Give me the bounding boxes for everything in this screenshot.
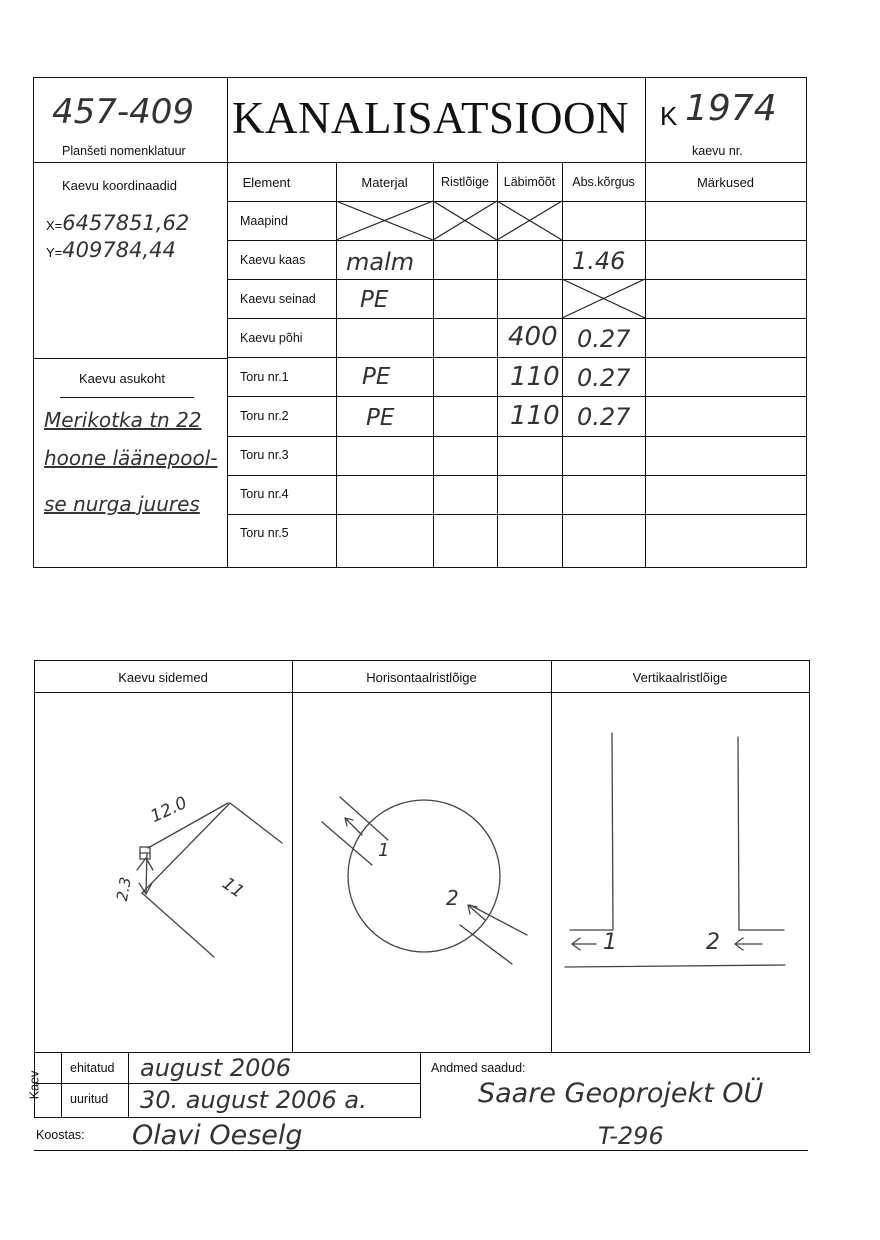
location-label: Kaevu asukoht [79, 371, 166, 386]
sheet-label: Planšeti nomenklatuur [62, 144, 186, 158]
author-label: Koostas: [36, 1128, 85, 1142]
table-row-element: Toru nr.3 [240, 448, 289, 462]
document-number: T-296 [598, 1122, 664, 1150]
source-label: Andmed saadud: [431, 1061, 526, 1075]
ties-wall-line-1 [230, 803, 282, 843]
table-cell-abs: 1.46 [572, 247, 626, 275]
pipe1-out-arrow [572, 938, 596, 950]
horizontal-pipe1-label: 1 [378, 840, 390, 861]
ties-distance-1: 12.0 [147, 792, 191, 828]
horizontal-pipe2-label: 2 [446, 886, 459, 910]
table-row-element: Toru nr.4 [240, 487, 289, 501]
y-value: 409784,44 [62, 238, 176, 262]
wall-left [612, 733, 613, 930]
panel-horizontal-title: Horisontaalristlõige [366, 670, 477, 685]
surveyed-value: 30. august 2006 a. [140, 1086, 367, 1114]
vertical-pipe1-label: 1 [603, 930, 617, 955]
table-row-element: Kaevu seinad [240, 292, 316, 306]
pipe2-line-a [470, 905, 527, 935]
table-cell-materjal: PE [360, 287, 389, 313]
table-cell-labimoot: 400 [508, 322, 558, 352]
ties-wall-line-2 [142, 893, 214, 957]
ties-distance-2: 2.3 [112, 875, 135, 903]
table-cell-labimoot: 110 [510, 401, 560, 431]
location-line-3: se nurga juures [44, 492, 200, 516]
source-value: Saare Geoprojekt OÜ [478, 1078, 764, 1109]
panel-ties-title: Kaevu sidemed [118, 670, 208, 685]
wall-right [738, 737, 739, 930]
table-row-element: Toru nr.2 [240, 409, 289, 423]
col-markused: Märkused [696, 175, 755, 190]
col-materjal: Materjal [361, 175, 408, 190]
table-cell-materjal: PE [366, 405, 395, 431]
well-prefix: K [660, 101, 678, 131]
x-value: 6457851,62 [62, 211, 190, 235]
page-title: KANALISATSIOON [232, 93, 629, 143]
author-value: Olavi Oeselg [132, 1120, 303, 1151]
location-line-1: Merikotka tn 22 [44, 408, 202, 432]
table-cell-materjal: PE [362, 364, 391, 390]
table-cell-abs: 0.27 [577, 403, 631, 431]
col-ristloige: Ristlõige [441, 175, 489, 189]
sheet-number: 457-409 [52, 92, 195, 132]
pipe1-arrow [345, 818, 362, 835]
side-label: Kaev [27, 1070, 42, 1100]
table-cell-abs: 0.27 [577, 325, 631, 353]
well-label: kaevu nr. [692, 144, 743, 158]
table-row-element: Toru nr.1 [240, 370, 289, 384]
pipe2-in-arrow [735, 938, 762, 950]
arrowhead [137, 858, 153, 870]
panel-vertical-title: Vertikaalristlõige [632, 670, 728, 685]
table-cell-labimoot: 110 [510, 362, 560, 392]
table-row-element: Maapind [240, 214, 288, 228]
col-abs-korgus: Abs.kõrgus [572, 175, 635, 189]
table-cell-abs: 0.27 [577, 364, 631, 392]
coordinates-label: Kaevu koordinaadid [62, 178, 177, 193]
built-label: ehitatud [70, 1061, 115, 1075]
well-number: 1974 [685, 88, 777, 129]
col-element: Element [242, 175, 291, 190]
location-line-2: hoone läänepool- [44, 446, 218, 470]
pipe2-arrow [468, 905, 485, 920]
ties-label: 11 [218, 873, 248, 903]
y-prefix: Y= [46, 245, 63, 260]
table-row-element: Kaevu põhi [240, 331, 303, 345]
table-cell-materjal: malm [346, 248, 415, 276]
built-value: august 2006 [140, 1054, 291, 1082]
col-labimoot: Läbimõõt [503, 175, 556, 189]
vertical-pipe2-label: 2 [706, 930, 720, 955]
table-row-element: Toru nr.5 [240, 526, 289, 540]
table-row-element: Kaevu kaas [240, 253, 306, 267]
surveyed-label: uuritud [70, 1092, 109, 1106]
base-line [565, 965, 785, 967]
pipe2-line-b [460, 925, 512, 964]
x-prefix: X= [46, 218, 63, 233]
well-circle [348, 800, 500, 952]
